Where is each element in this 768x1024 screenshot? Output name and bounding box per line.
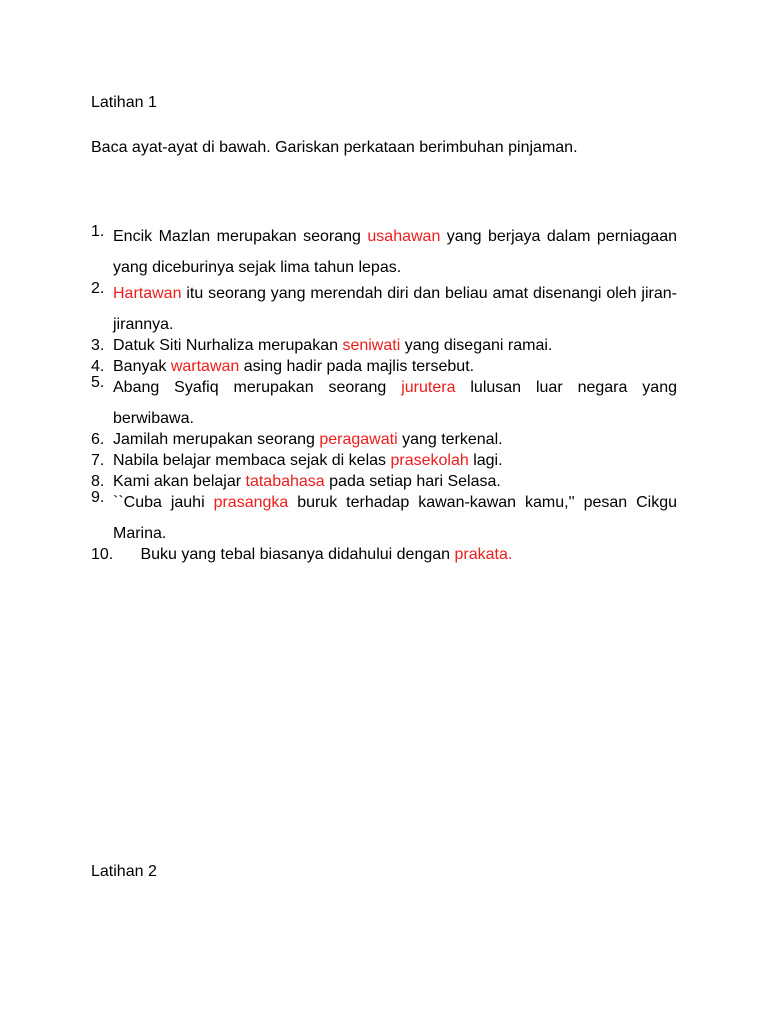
sentence-before: Nabila belajar membaca sejak di kelas xyxy=(113,452,391,469)
sentence-after: pada setiap hari Selasa. xyxy=(324,473,501,490)
highlighted-word: wartawan xyxy=(170,358,240,375)
exercise-item xyxy=(91,372,677,434)
sentence-before: Datuk Siti Nurhaliza merupakan xyxy=(113,337,343,354)
sentence-before: ``Cuba jauhi xyxy=(113,494,214,511)
exercise-item xyxy=(91,221,677,283)
exercise-1-title: Latihan 1 xyxy=(91,94,157,111)
sentence-before: Buku yang tebal biasanya didahului dengan xyxy=(140,546,455,563)
exercise-2-title: Latihan 2 xyxy=(91,863,157,880)
exercise-item xyxy=(91,429,677,450)
exercise-item xyxy=(91,335,677,356)
exercise-item xyxy=(91,487,677,549)
highlighted-word: tatabahasa xyxy=(245,473,325,490)
item-number: 5. xyxy=(91,374,105,391)
item-number: 10. xyxy=(91,546,114,563)
exercise-item xyxy=(91,450,677,471)
item-number: 1. xyxy=(91,223,105,240)
highlighted-word: prakata. xyxy=(454,546,513,563)
highlighted-word: usahawan xyxy=(367,228,441,245)
sentence-after: asing hadir pada majlis tersebut. xyxy=(239,358,475,375)
sentence-after: yang terkenal. xyxy=(397,431,503,448)
item-number: 9. xyxy=(91,489,105,506)
sentence-after: lulusan luar negara yang berwibawa. xyxy=(113,379,677,427)
highlighted-word: Hartawan xyxy=(113,285,182,302)
item-number: 2. xyxy=(91,280,105,297)
exercise-item xyxy=(91,278,677,340)
item-number: 3. xyxy=(91,337,105,354)
highlighted-word: seniwati xyxy=(342,337,401,354)
highlighted-word: jurutera xyxy=(401,379,456,396)
sentence-before: Jamilah merupakan seorang xyxy=(113,431,320,448)
sentence-before: Banyak xyxy=(113,358,171,375)
sentence-after: itu seorang yang merendah diri dan beliau amat disenangi oleh jiran-jirannya. xyxy=(113,285,677,333)
item-number: 8. xyxy=(91,473,105,490)
highlighted-word: prasekolah xyxy=(390,452,469,469)
item-number: 7. xyxy=(91,452,105,469)
sentence-before: Encik Mazlan merupakan seorang xyxy=(113,228,368,245)
sentence-after: lagi. xyxy=(468,452,503,469)
sentence-after: buruk terhadap kawan-kawan kamu,'' pesan Cikgu Marina. xyxy=(113,494,677,542)
exercise-list xyxy=(91,223,677,565)
sentence-before: Abang Syafiq merupakan seorang xyxy=(113,379,402,396)
sentence-after: yang disegani ramai. xyxy=(400,337,553,354)
highlighted-word: peragawati xyxy=(319,431,398,448)
item-number: 4. xyxy=(91,358,105,375)
instruction-text: Baca ayat-ayat di bawah. Gariskan perkataan berimbuhan pinjaman. xyxy=(91,139,578,156)
exercise-item xyxy=(91,544,677,565)
sentence-before: Kami akan belajar xyxy=(113,473,246,490)
sentence-after: yang berjaya dalam perniagaan yang diceburinya sejak lima tahun lepas. xyxy=(113,228,677,276)
highlighted-word: prasangka xyxy=(213,494,289,511)
item-number: 6. xyxy=(91,431,105,448)
